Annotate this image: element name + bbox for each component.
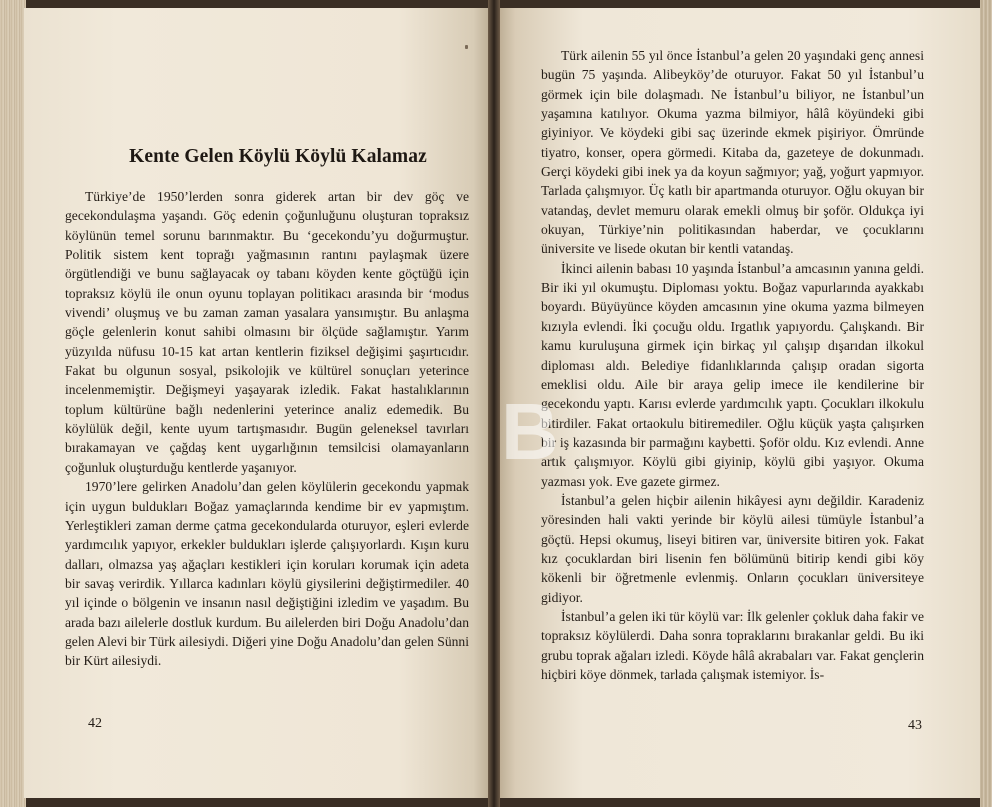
page-number-left: 42 (88, 716, 102, 731)
page-edges-right (980, 0, 992, 807)
paragraph: İstanbul’a gelen hiçbir ailenin hikâyesi aynı değildir. Karadeniz yöresinden hali vakti yerinde bir köylü ailesi tümüyle İstanbul’a göçtü. Hepsi okumuş, liseyi bitiren var, üniversite bitiren yok. Fakat kız çocuklardan biri lisenin fen bölümünü bitirip kendi gibi köy kökenli bir öğretmenle evlenmiş. Onların çocukları üniversiteye gidiyor. (541, 492, 924, 605)
page-edges-left (0, 0, 26, 807)
page-number-right: 43 (908, 718, 922, 733)
paragraph: Türkiye’de 1950’lerden sonra giderek artan bir dev göç ve gecekondulaşma yaşandı. Göç edenin çoğunluğunu oluşturan topraksız köylünün temel sorunu barınmaktır. Bu ‘gecekondu’yu doğurmuştur. Politik sistem kent toprağı yağmasının rantını paylaşmak üzere örgütlendiği ve bunu sağlayacak oy tabanı köyden kente göçtüğü için topraksız köylü ile onun oyunu toplayan politikacı arasında bir ‘modus vivendi’ oluşmuş ve bu zaman zaman yasalara yansımıştır. Bu anlaşma göçle gelenlerin konut sahibi olmasını bir ölçüde sağlamıştır. Yarım yüzyılda nüfusu 10-15 kat artan kentlerin fiziksel değişimi şaşırtıcıdır. Fakat bu olgunun sosyal, psikolojik ve kültürel sonuçları yeterince incelenmemiştir. Değişmeyi yaşayarak izledik. Fakat hastalıklarının toplum kültürüne bağlı nedenlerini yeterince analiz edemedik. Bu köylülük değil, kente uyum tartışmasıdır. Bugün geleneksel tavırları bırakamayan ve çağdaş kent uygarlığının temsilcisi olamayanların çoğunluk oluşturduğu kentlerde yaşanıyor. (65, 189, 469, 475)
paragraph: İkinci ailenin babası 10 yaşında İstanbul’a amcasının yanına geldi. Bir iki yıl okumuştu. Diploması yoktu. Boğaz vapurlarında ayakkabı boyardı. Büyüyünce köyden amcasının yine okuma yazma bilmeyen kızıyla evlendi. İki çocuğu oldu. Irgatlık yapıyordu. Çalışkandı. Bir kamu kuruluşuna girmek için birkaç yıl çalışıp dışarıdan ilkokul diploması aldı. Belediye fidanlıklarında çalışıp oradan sigorta emeklisi oldu. Aile bir araya gelip imece ile kendilerine bir gecekondu yaptı. Karısı evlerde yardımcılık yaptı. Çocukları ilkokulu bitirdiler. Fakat ortaokulu bitiremediler. Oğlu küçük yaşta çalışırken bir iş kazasında bir parmağını kaybetti. Şoför oldu. Kız evlendi. Anne artık çalışmıyor. Köylü gibi giyinip, köylü gibi yaşıyor. Okuma yazması yok. Eve gazete girmez. (541, 260, 924, 489)
left-page-body (65, 187, 469, 671)
paragraph: 1970’lere gelirken Anadolu’dan gelen köylülerin gecekondu yapmak için uygun buldukları Boğaz yamaçlarında kendime bir ev yapmıştım. Yerleştikleri zaman derme çatma gecekondularda oturuyor, eşleri evlerde yardımcılık yapıyor, erkekler buldukları işlerde çalışıyorlardı. Kışın kuru dalları, olmazsa yaş ağaçları kestikleri için koruları korumak için adeta bir savaş verirdik. Yıllarca kadınları köylü giysilerini değiştirmediler. 40 yıl içinde o bölgenin ve insanın nasıl değiştiğini izledim ve yaşadım. Bu arada bazı ailelerle dostluk kurdum. Bu ailelerden biri Doğu Anadolu’dan gelen Alevi bir Türk ailesiydi. Diğeri yine Doğu Anadolu’dan gelen Sünni bir Kürt ailesiydi. (65, 479, 469, 669)
paper-fleck (465, 45, 468, 49)
paragraph: İstanbul’a gelen iki tür köylü var: İlk gelenler çokluk daha fakir ve topraksız köylülerdi. Daha sonra topraklarını bırakanlar geldi. Bu iki grubu toprak ağaları izledi. Köyde hâlâ akrabaları var. Fakat gençlerin hiçbiri köye dönmek, tarlada çalışmak istemiyor. İs- (541, 608, 924, 682)
paragraph: Türk ailenin 55 yıl önce İstanbul’a gelen 20 yaşındaki genç annesi bugün 75 yaşında. Alibeyköy’de oturuyor. Fakat 50 yıl İstanbul’u görmek için bile dolaşmadı. Ne İstanbul’u biliyor, ne İstanbul’un yaşamına katılıyor. Okuma yazma bilmiyor, hâlâ köyündeki gibi giyiniyor. Ve köydeki gibi saç üzerinde ekmek pişiriyor. Ömründe tiyatro, konser, opera görmedi. Kitaba da, gazeteye de dokunmadı. Gerçi köydeki gibi inek ya da koyun sağmıyor; yağ, yoğurt yapmıyor. Tarlada çalışmıyor. Üç katlı bir apartmanda oturuyor. Oğlu okuyan bir vatandaş, devlet memuru olarak emekli olmuş bir şoför. Oldukça iyi okuyan, Türkiye’nin politikasından haberdar, ve çocuklarını üniversite ve lisede okutan bir kentli vatandaş. (541, 48, 924, 257)
chapter-title: Kente Gelen Köylü Köylü Kalamaz (129, 146, 427, 167)
book-gutter (488, 0, 500, 807)
right-page-body (541, 46, 924, 684)
watermark-letter: B (501, 387, 559, 476)
